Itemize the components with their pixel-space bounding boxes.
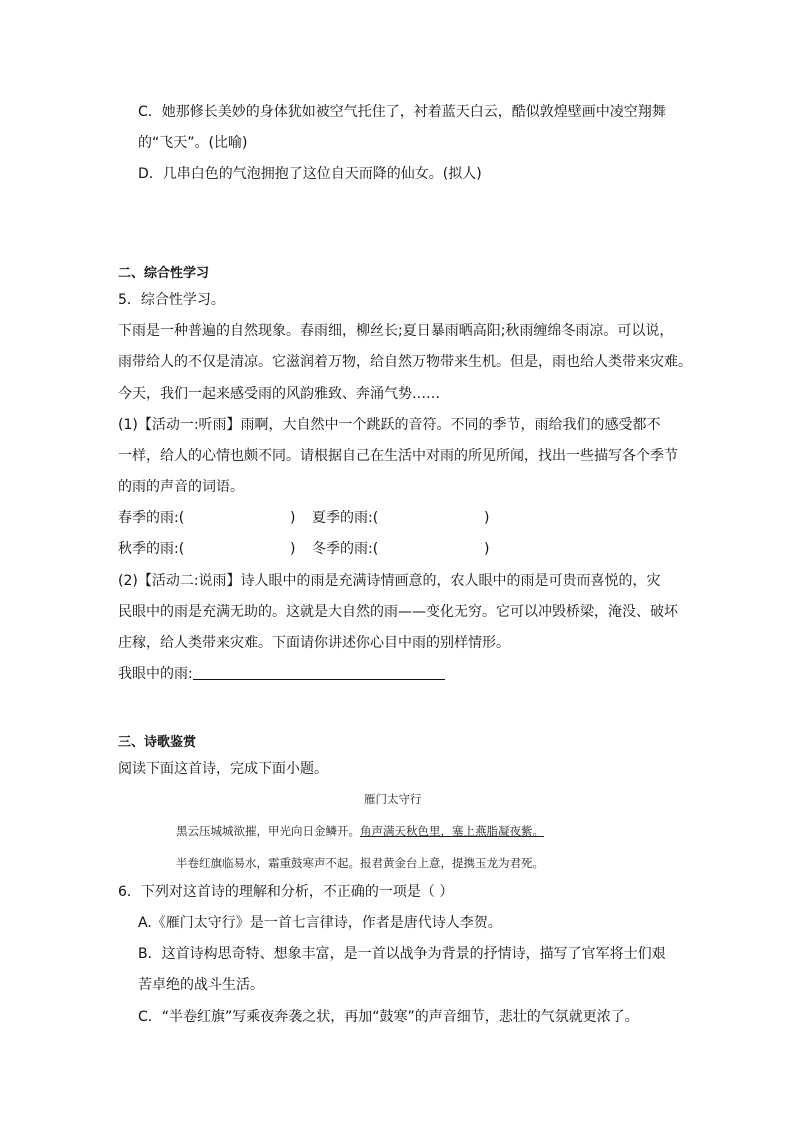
poem-line1-first: 黑云压城城欲摧，甲光向日金鳞开。 (176, 824, 360, 838)
option-c-line2: 的“飞天”。(比喻) (138, 135, 248, 151)
question-6-option-b-line1: B．这首诗构思奇特、想象丰富，是一首以战争为背景的抒情诗，描写了官军将士们艰 (138, 946, 666, 962)
question-6-stem: 6．下列对这首诗的理解和分析，不正确的一项是（ ） (118, 884, 454, 900)
winter-close-paren: ) (484, 541, 490, 557)
question-6-option-b-line2: 苦卓绝的战斗生活。 (138, 977, 264, 993)
poem-title: 雁门太守行 (364, 792, 422, 806)
summer-rain-label: 夏季的雨:( (312, 510, 379, 526)
poem-line1 (176, 823, 544, 839)
question-5-title: 5．综合性学习。 (118, 292, 225, 308)
spring-rain-label: 春季的雨:( (118, 510, 185, 526)
intro-line3: 今天，我们一起来感受雨的风韵雅致、奔涌气势…… (118, 386, 440, 402)
question-6-option-c: C．“半卷红旗”写乘夜奔袭之状，再加“鼓寒”的声音细节，悲壮的气氛就更浓了。 (138, 1009, 639, 1025)
poem-line1-underlined: 角声满天秋色里，塞上燕脂凝夜紫。 (360, 824, 544, 838)
my-rain-label: 我眼中的雨: (118, 666, 193, 682)
poem-line2: 半卷红旗临易水，霜重鼓寒声不起。报君黄金台上意，提携玉龙为君死。 (176, 856, 544, 870)
section-heading-comprehensive: 二、综合性学习 (118, 266, 210, 281)
summer-close-paren: ) (484, 510, 490, 526)
intro-line1: 下雨是一种普遍的自然现象。春雨细，柳丝长;夏日暴雨晒高阳;秋雨缠绵冬雨凉。可以说， (118, 323, 674, 339)
option-c-line1: C．她那修长美妙的身体犹如被空气托住了，衬着蓝天白云，酷似敦煌壁画中凌空翔舞 (138, 104, 666, 120)
activity1-line2: 一样，给人的心情也颇不同。请根据自己在生活中对雨的所见所闻，找出一些描写各个季节 (118, 448, 678, 464)
my-rain-row (118, 665, 445, 683)
section-heading-poetry: 三、诗歌鉴赏 (118, 735, 197, 750)
my-rain-answer-line[interactable] (193, 665, 445, 680)
intro-line2: 雨带给人的不仅是清凉。它滋润着万物，给自然万物带来生机。但是，雨也给人类带来灾难。 (118, 354, 692, 370)
spring-close-paren: ) (290, 510, 296, 526)
activity2-line2: 民眼中的雨是充满无助的。这就是大自然的雨——变化无穷。它可以冲毁桥梁，淹没、破坏 (118, 604, 678, 620)
activity1-line1: (1)【活动一:听雨】雨啊，大自然中一个跳跃的音符。不同的季节，雨给我们的感受都不 (118, 417, 661, 433)
option-d: D．几串白色的气泡拥抱了这位自天而降的仙女。(拟人) (138, 166, 482, 182)
autumn-close-paren: ) (290, 541, 296, 557)
winter-rain-label: 冬季的雨:( (312, 541, 379, 557)
activity2-line1: (2)【活动二:说雨】诗人眼中的雨是充满诗情画意的，农人眼中的雨是可贵而喜悦的，灾 (118, 573, 661, 589)
reading-instruction: 阅读下面这首诗，完成下面小题。 (118, 761, 328, 777)
autumn-rain-label: 秋季的雨:( (118, 541, 185, 557)
activity2-line3: 庄稼，给人类带来灾难。下面请你讲述你心目中雨的别样情形。 (118, 635, 510, 651)
question-6-option-a: A.《雁门太守行》是一首七言律诗，作者是唐代诗人李贺。 (138, 915, 502, 931)
activity1-line3: 的雨的声音的词语。 (118, 479, 244, 495)
